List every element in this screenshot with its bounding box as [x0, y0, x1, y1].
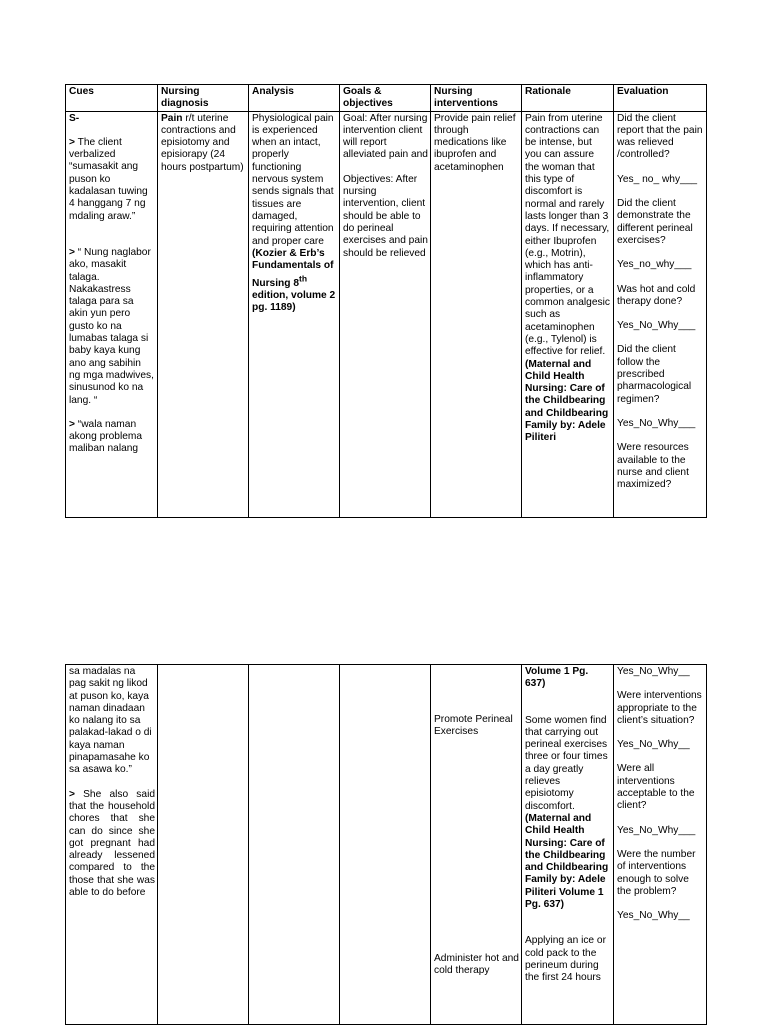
table-row: [66, 665, 707, 1025]
diagnosis-cell: [158, 665, 249, 1025]
header-analysis: Analysis: [249, 85, 340, 112]
header-nursing-interventions: Nursing interventions: [431, 85, 522, 112]
evaluation-item: Yes_No_Why___: [617, 417, 696, 429]
header-row: [66, 85, 707, 112]
evaluation-item: Did the client demonstrate the different perineal exercises?: [617, 198, 693, 246]
rationale-cold-pack-text: Applying an ice or cold pack to the perineum during the first 24 hours: [525, 935, 606, 984]
objectives-text: Objectives: After nursing intervention, client should be able to do perineal exercises and pain should be relieved: [343, 173, 428, 259]
bullet-marker: >: [69, 246, 75, 258]
header-rationale: Rationale: [522, 85, 614, 112]
evaluation-cell: [614, 665, 707, 1025]
evaluation-item: Was hot and cold therapy done?: [617, 283, 696, 307]
intervention-hot-cold-therapy: Administer hot and cold therapy: [434, 952, 519, 976]
rationale-perineal-text: Some women find that carrying out perineal exercises three or four times a day greatly relieves episiotomy discomfort. (Maternal and Child Health Nursing: Care of the Childbearing and Childbearing Family by: Adele Piliteri Volume 1 Pg. 637): [525, 714, 609, 911]
care-plan-table-page-1: [65, 84, 707, 518]
cue-quote-2: > “ Nung naglabor ako, masakit talaga. Nakakastress talaga para sa akin yun pero gusto ko na lumabas talaga si baby kaya kung ano ang sabihin ng mga madwives, sinusunod ko na lang. “: [69, 246, 154, 406]
goal-text: Goal: After nursing intervention client will report alleviated pain and: [343, 112, 428, 161]
goals-cell: [340, 665, 431, 1025]
evaluation-item: Yes_no_why___: [617, 259, 692, 271]
evaluation-item: Yes_No_Why___: [617, 320, 696, 332]
bullet-marker: >: [69, 418, 75, 430]
rationale-reference: (Maternal and Child Health Nursing: Care of the Childbearing and Childbearing Family by: Adele Piliteri: [525, 358, 609, 444]
bullet-marker: >: [69, 788, 75, 800]
subjective-label: S-: [69, 112, 80, 124]
rationale-reference-continued: Volume 1 Pg. 637): [525, 666, 589, 690]
evaluation-item: Were the number of interventions enough to solve the problem?: [617, 848, 696, 897]
evaluation-item: Were resources available to the nurse and client maximized?: [617, 442, 689, 491]
cue-observation: > She also said that the household chores that she can do since she got pregnant had already lessened compared to the those that she was able to do before: [69, 788, 155, 899]
cue-quote-3: > “wala naman akong problema maliban nalang: [69, 418, 143, 455]
evaluation-item: Were all interventions acceptable to the client?: [617, 763, 695, 812]
rationale-reference: (Maternal and Child Health Nursing: Care of the Childbearing and Childbearing Family by: Adele Piliteri Volume 1 Pg. 637): [525, 812, 609, 911]
header-nursing-diagnosis: Nursing diagnosis: [158, 85, 249, 112]
header-cues: Cues: [66, 85, 158, 112]
evaluation-item: Were interventions appropriate to the client’s situation?: [617, 690, 702, 726]
cues-cell: [66, 111, 158, 517]
header-goals-objectives: Goals & objectives: [340, 85, 431, 112]
cues-cell: [66, 665, 158, 1025]
cue-quote-1: > The client verbalized “sumasakit ang puson ko kadalasan tuwing 4 hanggang 7 ng mdaling araw.”: [69, 136, 148, 222]
rationale-cell: [522, 665, 614, 1025]
rationale-text: Pain from uterine contractions can be intense, but you can assure the woman that this type of discomfort is normal and rarely lasts longer than 3 days. If necessary, either Ibuprofen (e.g., Motrin), which has anti-inflammatory properties, or a common analgesic such as acetaminophen (e.g., Tylenol) is effective for relief. (Maternal and Child Health Nursing: Care of the Childbearing and Childbearing Family by: Adele Piliteri: [525, 112, 610, 444]
intervention-text: Provide pain relief through medications like ibuprofen and acetaminophen: [434, 112, 516, 173]
rationale-cell: [522, 111, 614, 517]
evaluation-item: Did the client follow the prescribed pharmacological regimen?: [617, 344, 692, 405]
goals-cell: [340, 111, 431, 517]
evaluation-item: Yes_No_Why__: [617, 739, 690, 751]
evaluation-item: Yes_No_Why__: [617, 666, 690, 677]
analysis-text: Physiological pain is experienced when an intact, properly functioning nervous system sends signals that tissues are damaged, requiring attention and proper care (Kozier & Erb’s Fundamentals of Nursing 8th edition, volume 2 pg. 1189): [252, 112, 336, 314]
interventions-cell: [431, 665, 522, 1025]
evaluation-item: Yes_No_Why___: [617, 824, 696, 836]
header-evaluation: Evaluation: [614, 85, 707, 112]
table-row: [66, 111, 707, 517]
intervention-perineal-exercises: Promote Perineal Exercises: [434, 714, 513, 738]
diagnosis-cell: [158, 111, 249, 517]
bullet-marker: >: [69, 136, 75, 148]
analysis-cell: [249, 665, 340, 1025]
care-plan-table-page-2: [65, 664, 707, 1025]
cue-quote-3-continued: sa madalas na pag sakit ng likod at puson ko, kaya naman dinadaan ko nalang ito sa palakad-lakad o di kaya naman pinapamasahe ko sa asawa ko.”: [69, 666, 152, 776]
evaluation-cell: [614, 111, 707, 517]
analysis-reference: (Kozier & Erb’s Fundamentals of Nursing 8th edition, volume 2 pg. 1189): [252, 247, 336, 314]
evaluation-item: Yes_No_Why__: [617, 910, 690, 922]
evaluation-item: Yes_ no_ why___: [617, 173, 698, 185]
diagnosis-text: Pain r/t uterine contractions and episiotomy and episiorapy (24 hours postpartum): [161, 112, 244, 173]
analysis-cell: [249, 111, 340, 517]
interventions-cell: [431, 111, 522, 517]
evaluation-item: Did the client report that the pain was relieved /controlled?: [617, 112, 703, 161]
